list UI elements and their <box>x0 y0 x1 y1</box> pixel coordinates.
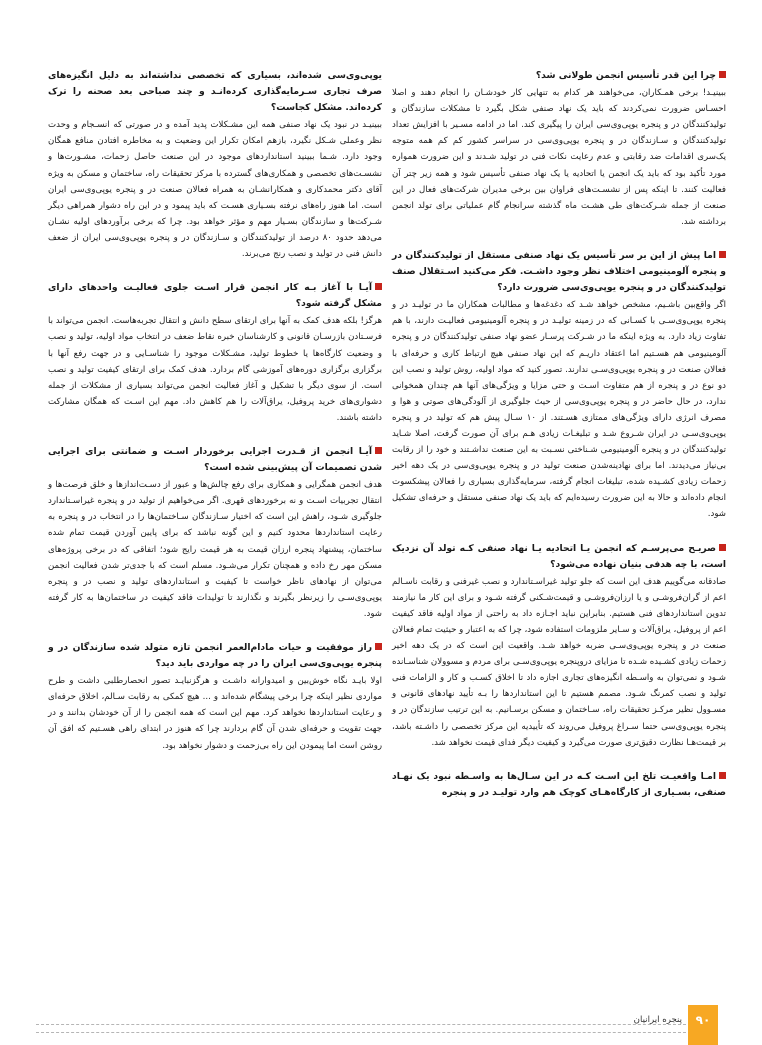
red-square-bullet-icon <box>375 643 382 650</box>
question-heading: امـا واقعیـت تلخ این اسـت کـه در این سـال‌ها به واسـطه نبود یک نهـاد صنفی، بسـیاری از کارگاه‌هـای کوچک هم وارد تولیـد در و پنجره <box>392 770 726 798</box>
red-square-bullet-icon <box>719 71 726 78</box>
question-heading: آیـا با آغاز بـه کار انجمن قرار اسـت جلوی فعالیـت واحدهای دارای مشکل گرفته شود؟ <box>48 282 382 310</box>
red-square-bullet-icon <box>719 772 726 779</box>
question-heading: راز موفقیت و حیات مادام‌العمر انجمن تازه متولد شده سازندگان در و پنجره یوپی‌وی‌سی ایران را در چه مواردی باید دید؟ <box>48 642 382 670</box>
answer-paragraph: هدف انجمن همگرایی و همکاری برای رفع چالش‌ها و عبور از دسـت‌اندازها و خلق فرصت‌ها و انتقال تجربیات اسـت و نه برخوردهای قهری. اگر می‌خواهیم از تولید در و پنجره غیراسـتاندارد جلوگیری شـود، راهش این است که اختیار سـازندگان سـاختمان‌ها را در انتخاب در و پنجره به رعایت استانداردها محدود کنیم و این گونه نباشد که برای پایین آوردن قیمت تمام شده ساختمان، پیشنهاد پنجره ارزان قیمت به هر قیمت رایج شود؛ اتفاقی که در برخی پروژه‌های مسکن مهر رخ داده و همچنان تکرار می‌شـود. مسلم است که با جدی‌تر شدن فعالیت انجمن می‌توان از نهادهای ناظر خواست تا کیفیت و استانداردهای تولید و نصب در و پنجره یوپی‌وی‌سـی را زیرنظر بگیرند و نگذارند تا تولیدات فاقد کیفیت در ساختمان‌ها به کار گرفته شود. <box>48 480 382 619</box>
right-column <box>392 68 726 819</box>
qa-section <box>392 769 726 801</box>
answer-paragraph: اگر واقع‌بین باشـیم، مشخص خواهد شـد که دغدغه‌ها و مطالبات همکاران ما در تولیـد در و پنجره یوپی‌وی‌سـی با کسـانی که در زمینه تولیـد در و پنجره آلومینیومی فعالیـت دارند، با هم تفاوت زیاد دارد. به ویژه اینکه ما در شـرکت پرسـار عضو نهاد صنفی تولیدکنندگان در و پنجره آلومینیومی هم هسـتیم اما اعتقاد داریـم که این نهاد صنفی هیچ ارتباط کاری و حرفه‌ای با فعالان صنعت در و پنجره یوپی‌وی‌سـی ندارند. تصور کنید که مواد اولیه، روش تولید و نصب این دو نوع در و پنجره از هم متفاوت اسـت و حتی مزایا و ویژگی‌های آنها هم چندان همخوانی ندارد، در حال حاضر در و پنجره یوپی‌وی‌سی از حیث جلوگیری از آلودگی‌های صوتی و هوا و مصرف انرژی دارای ویژگی‌های ممتازی هسـتند. از ۱۰ سـال پیش هم که تولید در و پنجره یوپی‌وی‌سـی در ایران شـروع شـد و تبلیغـات زیادی هـم برای آن صورت گرفت، اصلا شـاید تولیدکنندگان در و پنجره آلومینیومی شـناختی نسـبت به این صنعت نداشـتند و خود را از رقابت بی‌نیاز می‌دیدند. اما برای نهادینه‌شدن صنعت تولید در و پنجره یوپی‌وی‌سی در یک دهه اخیر زحمات زیادی کشـیده شده، تبلیغات انجام گرفته، سرمایه‌گذاری بسیاری را فعالان پیشکسوت انجام داده‌اند و حالا به این ضرورت رسیده‌ایم که باید یک نهاد صنفی مستقل و حرفه‌ای تشکیل شود. <box>392 300 726 520</box>
question-heading: چرا این قدر تأسیس انجمن طولانی شد؟ <box>392 68 726 84</box>
footer-divider <box>36 1032 686 1033</box>
qa-section <box>392 68 726 230</box>
question-heading: آیـا انجمن از قـدرت اجرایی برخوردار اسـت و ضمانتی برای اجرایی شدن تصمیمات آن پیش‌بینی شده است؟ <box>48 445 382 474</box>
page-number: ۹۰ <box>695 1013 711 1027</box>
red-square-bullet-icon <box>719 544 726 551</box>
left-column <box>48 68 382 772</box>
question-heading: اما پیش از این بر سر تأسیس یک نهاد صنفی مستقل از تولیدکنندگان در و پنجره آلومینیومی اختلاف نظر وجود داشـت. فکر می‌کنید اسـتقلال صنف تولیدکنندگان در و پنجره یوپی‌وی‌سی ضرورت دارد؟ <box>392 249 726 294</box>
red-square-bullet-icon <box>375 447 382 454</box>
footer-divider <box>36 1024 686 1025</box>
answer-paragraph: اولا بایـد نگاه خوش‌بین و امیدوارانه داشـت و هرگزنبایـد تصور انحصارطلبی داشت و طرح مواردی نظیر اینکه چرا برخی پیشگام شده‌اند و ... هیچ کمکی به رقابت سـالم، اخلاق حرفه‌ای و رعایت استانداردها نخواهد کرد. مهم این است که همه انجمن را از آن خودشان بدانند و در جهت تقویت و حرفه‌ای شدن آن گام بردارند چرا که هنوز در ابتدای راهی هسـتیم که افق آن روشن است اما پیمودن این راه بی‌زحمت و دشوار نخواهد بود. <box>48 676 382 751</box>
qa-section <box>392 541 726 751</box>
answer-paragraph: ببینیـد! برخی همـکاران، می‌خواهند هر کدام به تنهایی کار خودشـان را انجام دهند و اصلا احسـاس ضرورت نمی‌کردند که باید یک نهاد صنفی شکل بگیرد تا مشکلات سازندگان و تولیدکنندگان در و پنجره یوپی‌وی‌سی ایران را پیگیری کند. اما در ادامه مسـیر با افزایش تعداد تولیدکنندگان و سـازندگان در و پنجره یوپی‌وی‌سی در سراسر کشور کم کم همه متوجه یک‌سری اقدامات ضد رقابتی و عدم رعایت نکات فنی در تولید شـدند و این ضرورت همواره مورد تأکید بود که باید یک انجمن یا اتحادیه یا یک نهاد صنفی تأسیس شود و همه زیر چتر آن فعالیت کنند. تا اینکه پس از نشسـت‌های فراوان بین برخی مدیران شرکت‌های فعال در این صنعت از جمله شـرکت‌های طی هشـت ماه گذشته سرانجام گام عملیاتی برای تولد انجمن برداشته شد. <box>392 88 726 227</box>
qa-section <box>48 280 382 426</box>
red-square-bullet-icon <box>719 251 726 258</box>
answer-paragraph: صادقانه می‌گوییم هدف این است که جلو تولید غیراسـتاندارد و نصب غیرفنی و رقابت ناسـالم اعم از گران‌فروشـی و یا ارزان‌فروشـی و قیمت‌شـکنی گرفته شـود و برای این کار ما نیازمند تدوین استانداردهای فنی هستیم. بنابراین نباید اجـازه داد به راحتی از مواد اولیه فاقد کیفیت اعم از پروفیل، یراق‌آلات و سـایر ملزومات استفاده شود، چرا که به اعتبار و حیثیت تمام فعالان صنعت در و پنجره یوپی‌وی‌سـی ضربه خواهد شـد. واقعیت این است که در یک دهه اخیر زحمات زیادی کشـیده شـده تا مزایای دروپنجره یوپی‌وی‌سـی برای مردم و مسوولان شناسـانده شـود و نمی‌توان به واسـطه انگیزه‌های تجاری اجازه داد تا اخلاق کسـب و کار و الزامات فنی تولید و نصب کمرنگ شـود. مصمم هستیم تا این استانداردها را بـه تأیید نهادهای قانونی و مسـوول نظیر مرکـز تحقیقات راه، سـاختمان و مسکن برسـانیم. به این ترتیب سازندگان در و پنجره یوپی‌وی‌سی حتما سـراغ پروفیل می‌روند که تأییدیه این مرکز تخصصی را داشـته باشد، بر قیمت‌هـا نظارت دقیق‌تری صورت می‌گیرد و کیفیت دیگر فدای قیمت نخواهد شد. <box>392 576 726 748</box>
journal-name: پنجره ایرانیان <box>633 1015 682 1025</box>
answer-paragraph: ببینیـد در نبود یک نهاد صنفی همه این مشـکلات پدید آمده و در صورتی که انسـجام و وحدت نظر وعملی شـکل نگیرد، بازهم امکان تکرار این وضعیت و به مخاطره افتادن منافع همگان وجود دارد. شـما ببینید استانداردهای موجود در این صنعت حاصل زحمات، مشـورت‌ها و نشسـت‌های تخصصی و همکاری‌های گسترده با مرکز تحقیقات راه، ساختمان و مسکن به ویژه آقای دکتر محمدکاری و همکارانشـان به همراه فعالان صنعت در و پنجره یوپی‌وی‌سی ایران است. اما هنوز راه‌های نرفته بسـیاری هسـت که باید پیمود و در این راه دشوار همراهی دیگر شـرکت‌ها و سازندگان بسـیار مهم و مؤثر خواهد بود. چرا که برخی برآوردهای اولیه نشـان می‌دهد حدود ۸۰ درصد از تولیدکنندگان و سـازندگان در و پنجره یوپی‌وی‌سی ایران از ضعف دانش فنی در تولید و نصب رنج می‌برند. <box>48 120 382 260</box>
answer-paragraph: هرگز! بلکه هدف کمک به آنها برای ارتقای سطح دانش و انتقال تجربه‌هاست. انجمن می‌تواند با فرسـتادن بازرسـان قانونی و کارشناسان خبره نقاط ضعف در انتخاب مواد اولیه، تولید و نصب و وضعیت کارگاه‌ها یا خطوط تولید، مشـکلات موجود را شناسـایی و در جهت رفع آنها با برگزاری برگزاری دوره‌های آموزشی گام بردارد. هدف کمک برای ارتقای کیفیت تولید و نصب است. از سوی دیگر با تشکیل و آغاز فعالیت انجمن می‌تواند بسیاری از مشکلات از جمله دشواری‌های خرید پروفیل، یراق‌آلات را هم کاهش داد. مهم این اسـت که همگان مشارکت داشته باشند. <box>48 316 382 423</box>
qa-section-continued <box>48 68 382 262</box>
question-heading: صریـح می‌پرسـم که انجمن یـا اتحادیه یـا نهاد صنفی کـه تولد آن نزدیک است، با چه هدفی بنیان نهاده می‌شود؟ <box>392 542 726 570</box>
qa-section <box>48 640 382 754</box>
qa-section <box>48 444 382 622</box>
red-square-bullet-icon <box>375 283 382 290</box>
qa-section <box>392 248 726 523</box>
question-continued: یوپی‌وی‌سی شده‌اند، بسیاری که تخصصی نداشته‌اند به دلیل انگیزه‌های صرف تجاری سـرمایه‌گذاری کرده‌انـد و چند صباحی بعد صحنه را ترک کرده‌اند. مشکل کجاست؟ <box>48 70 382 114</box>
